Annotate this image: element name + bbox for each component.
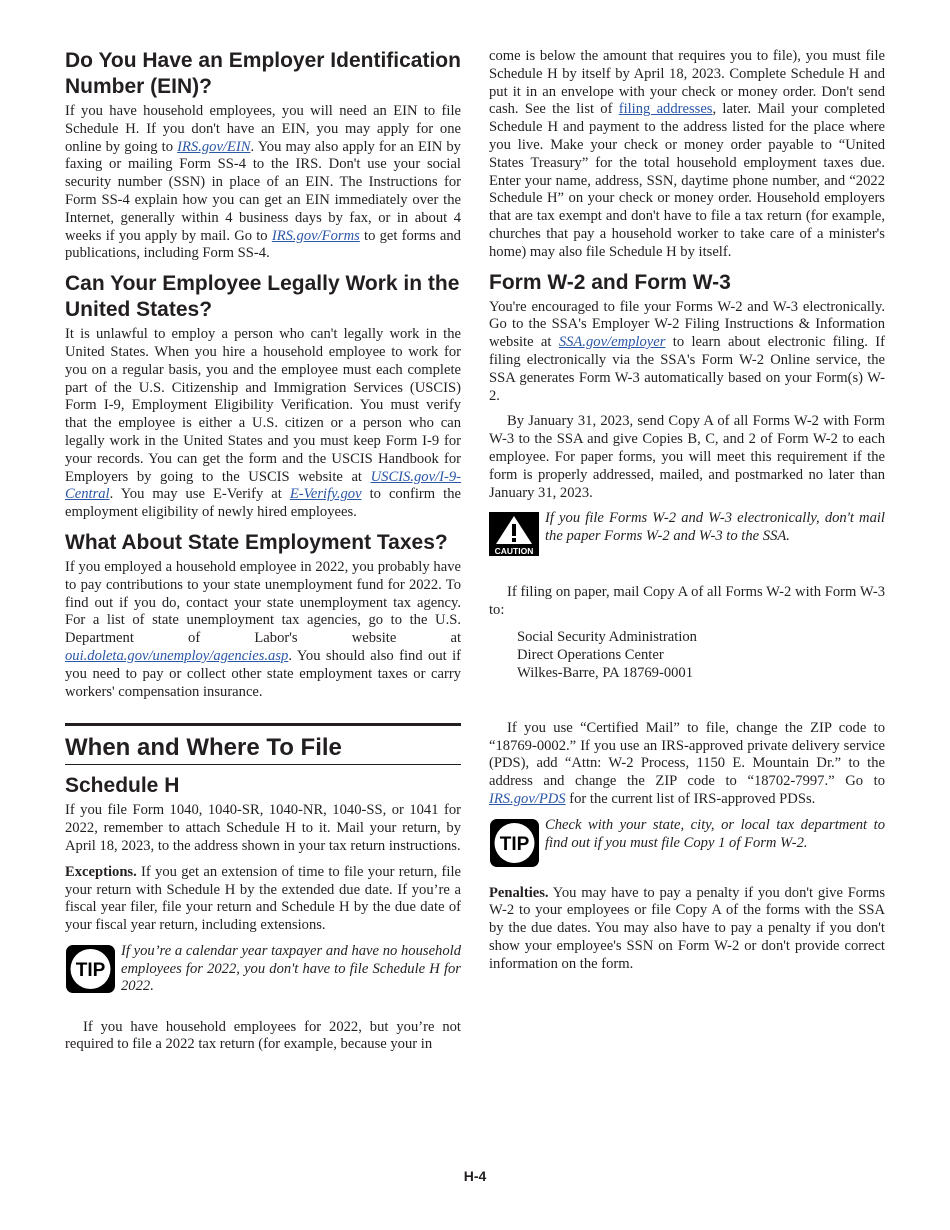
- tip-text-2: Check with your state, city, or local tax department to find out if you must file Copy 1 of Form W-2.: [545, 816, 885, 851]
- text: It is unlawful to employ a person who can't legally work in the United States. When you hire a household employee to work for you on a regular basis, you and the employee must each complete part of the U.S. Citizenship and Immigration Services (USCIS) Form I-9, Employment Eligibility Verification. You must verify that the employee is either a U.S. citizen or a person who can legally work in the United States and you must keep Form I-9 for your records. You can get the form and the USCIS Handbook for Employers by going to the USCIS website at: [65, 326, 461, 485]
- penalties-paragraph: [489, 885, 885, 974]
- schedule-h-heading: Schedule H: [65, 774, 180, 798]
- ein-paragraph: [65, 103, 461, 263]
- page-number: H-4: [463, 1168, 487, 1184]
- tip-icon-label: TIP: [75, 959, 106, 981]
- irs-pds-link[interactable]: IRS.gov/PDS: [489, 790, 566, 807]
- tip-note-2: [489, 817, 885, 875]
- w2-paragraph-2: By January 31, 2023, send Copy A of all Forms W-2 with Form W-3 to the SSA and give Copies B, C, and 2 of Form W-2 to each employee. For paper forms, you will meet this requirement if the form is properly addressed, mailed, and postmarked no later than January 31, 2023.: [489, 413, 885, 501]
- text: You're encouraged to file your Forms W-2 and W-3 electronically. Go to the SSA's Employer W-2 Filing Instructions & Information website at: [489, 298, 885, 351]
- w2-w3-heading: Form W-2 and Form W-3: [489, 270, 731, 294]
- text: for the current list of IRS-approved PDSs.: [565, 790, 816, 807]
- address-line-3: Wilkes-Barre, PA 18769-0001: [517, 664, 694, 681]
- section-rule: [65, 723, 461, 765]
- tip-icon: [489, 817, 543, 875]
- irs-ein-link[interactable]: IRS.gov/EIN: [177, 138, 251, 155]
- when-where-heading: When and Where To File: [65, 734, 342, 762]
- schedule-h-continued: [489, 48, 885, 262]
- tip-icon: [65, 943, 119, 1001]
- text: to get forms and publications, including Form SS-4.: [65, 227, 461, 262]
- text: , later. Mail your completed Schedule H and payment to the address listed for the place where you live. Make your check or money order payable to “United States Treasury” for the total household employment taxes due. Enter your name, address, SSN, daytime phone number, and “2022 Schedule H” on your check or money order. Household employers that are tax exempt and don't have to file a tax return (for example, churches that pay a household worker to take care of a minister's home) may also file Schedule H by itself.: [489, 101, 885, 260]
- e-verify-link[interactable]: E-Verify.gov: [289, 486, 362, 503]
- caution-icon-label: CAUTION: [494, 546, 534, 557]
- address-line-1: Social Security Administration: [517, 628, 697, 645]
- right-column: [489, 48, 885, 981]
- state-taxes-heading: What About State Employment Taxes?: [65, 530, 448, 554]
- irs-forms-link[interactable]: IRS.gov/Forms: [271, 227, 360, 244]
- paper-filing-paragraph: If filing on paper, mail Copy A of all Forms W-2 with Form W-3 to:: [489, 584, 885, 618]
- ein-heading: Do You Have an Employer Identification Number (EIN)?: [65, 49, 461, 98]
- filing-addresses-link[interactable]: filing addresses: [618, 101, 713, 118]
- text: to learn about electronic filing. If filing electronically via the SSA's Form W-2 Online service, the SSA generates Form W-3 automatically based on your Form(s) W-2.: [489, 334, 885, 404]
- text: . You may use E-Verify at: [109, 486, 290, 503]
- exceptions-paragraph: [65, 864, 461, 935]
- exceptions-label: Exceptions.: [65, 863, 137, 880]
- doleta-link[interactable]: oui.doleta.gov/unemploy/agencies.asp: [65, 647, 289, 664]
- caution-icon: [489, 510, 543, 564]
- w2-paragraph-1: [489, 299, 885, 406]
- ssa-address: [517, 628, 885, 682]
- tip-text: If you’re a calendar year taxpayer and have no household employees for 2022, you don't have to file Schedule H for 2022.: [121, 942, 461, 995]
- text: If you have household employees, you will need an EIN to file Schedule H. If you don't have an EIN, you may apply for one online by going to: [65, 103, 461, 155]
- state-taxes-paragraph: [65, 559, 461, 701]
- text: to confirm the employment eligibility of newly hired employees.: [65, 486, 461, 521]
- text: If you get an extension of time to file your return, file your return with Schedule H by the extended due date. If you’re a fiscal year filer, file your return and Schedule H by the due date of your fiscal year return, including extensions.: [65, 863, 461, 934]
- text: . You should also find out if you need to pay or collect other state employment taxes or carry workers' compensation insurance.: [65, 647, 461, 700]
- when-where-header: [65, 734, 461, 765]
- left-column: [65, 48, 461, 1062]
- tip-icon-label: TIP: [499, 833, 530, 855]
- schedule-h-paragraph: If you file Form 1040, 1040-SR, 1040-NR, 1040-SS, or 1041 for 2022, remember to attach Schedule H to it. Mail your return, by April 18, 2023, to the address shown in your tax return instructions.: [65, 802, 461, 854]
- text: come is below the amount that requires you to file), you must file Schedule H by itself by April 18, 2023. Complete Schedule H and put it in an envelope with your check or money order. Don't send cash. See the list of: [489, 48, 885, 118]
- penalties-label: Penalties.: [489, 884, 549, 901]
- text: If you employed a household employee in 2022, you probably have to pay contributions to your state unemployment fund for 2022. To find out if you do, contact your state unemployment tax agency. For a list of state unemployment tax agencies, go to the U.S. Department of Labor's website at: [65, 558, 461, 647]
- legal-work-paragraph: [65, 326, 461, 522]
- ssa-employer-link[interactable]: SSA.gov/employer: [558, 334, 666, 351]
- certified-mail-paragraph: [489, 720, 885, 809]
- caution-text: If you file Forms W-2 and W-3 electronically, don't mail the paper Forms W-2 and W-3 to the SSA.: [545, 510, 885, 545]
- text: You may have to pay a penalty if you don't give Forms W-2 to your employees or file Copy A of the forms with the SSA by the due dates. You may also have to pay a penalty if you don't show your employee's SSN on Form W-2 or don't provide correct information on the form.: [489, 884, 885, 972]
- address-line-2: Direct Operations Center: [517, 646, 664, 663]
- caution-note: [489, 510, 885, 564]
- household-employees-paragraph: If you have household employees for 2022, but you’re not required to file a 2022 tax return (for example, because your in: [65, 1018, 461, 1053]
- legal-work-heading: Can Your Employee Legally Work in the United States?: [65, 272, 460, 322]
- tip-note: [65, 943, 461, 1001]
- text: If you use “Certified Mail” to file, change the ZIP code to “18769-0002.” If you use an IRS-approved private delivery service (PDS), add “Attn: W-2 Process, 1150 E. Mountain Dr.” to the address and change the ZIP code to “18702-7997.” Go to: [489, 719, 885, 790]
- uscis-link[interactable]: USCIS.gov/I-9-Central: [65, 468, 461, 503]
- text: . You may also apply for an EIN by faxing or mailing Form SS-4 to the IRS. Don't use your social security number (SSN) in place of an EIN. The Instructions for Form SS-4 explain how you can get an EIN immediately over the Internet, generally within 4 business days by fax, or in about 4 weeks if you apply by mail. Go to: [65, 138, 461, 244]
